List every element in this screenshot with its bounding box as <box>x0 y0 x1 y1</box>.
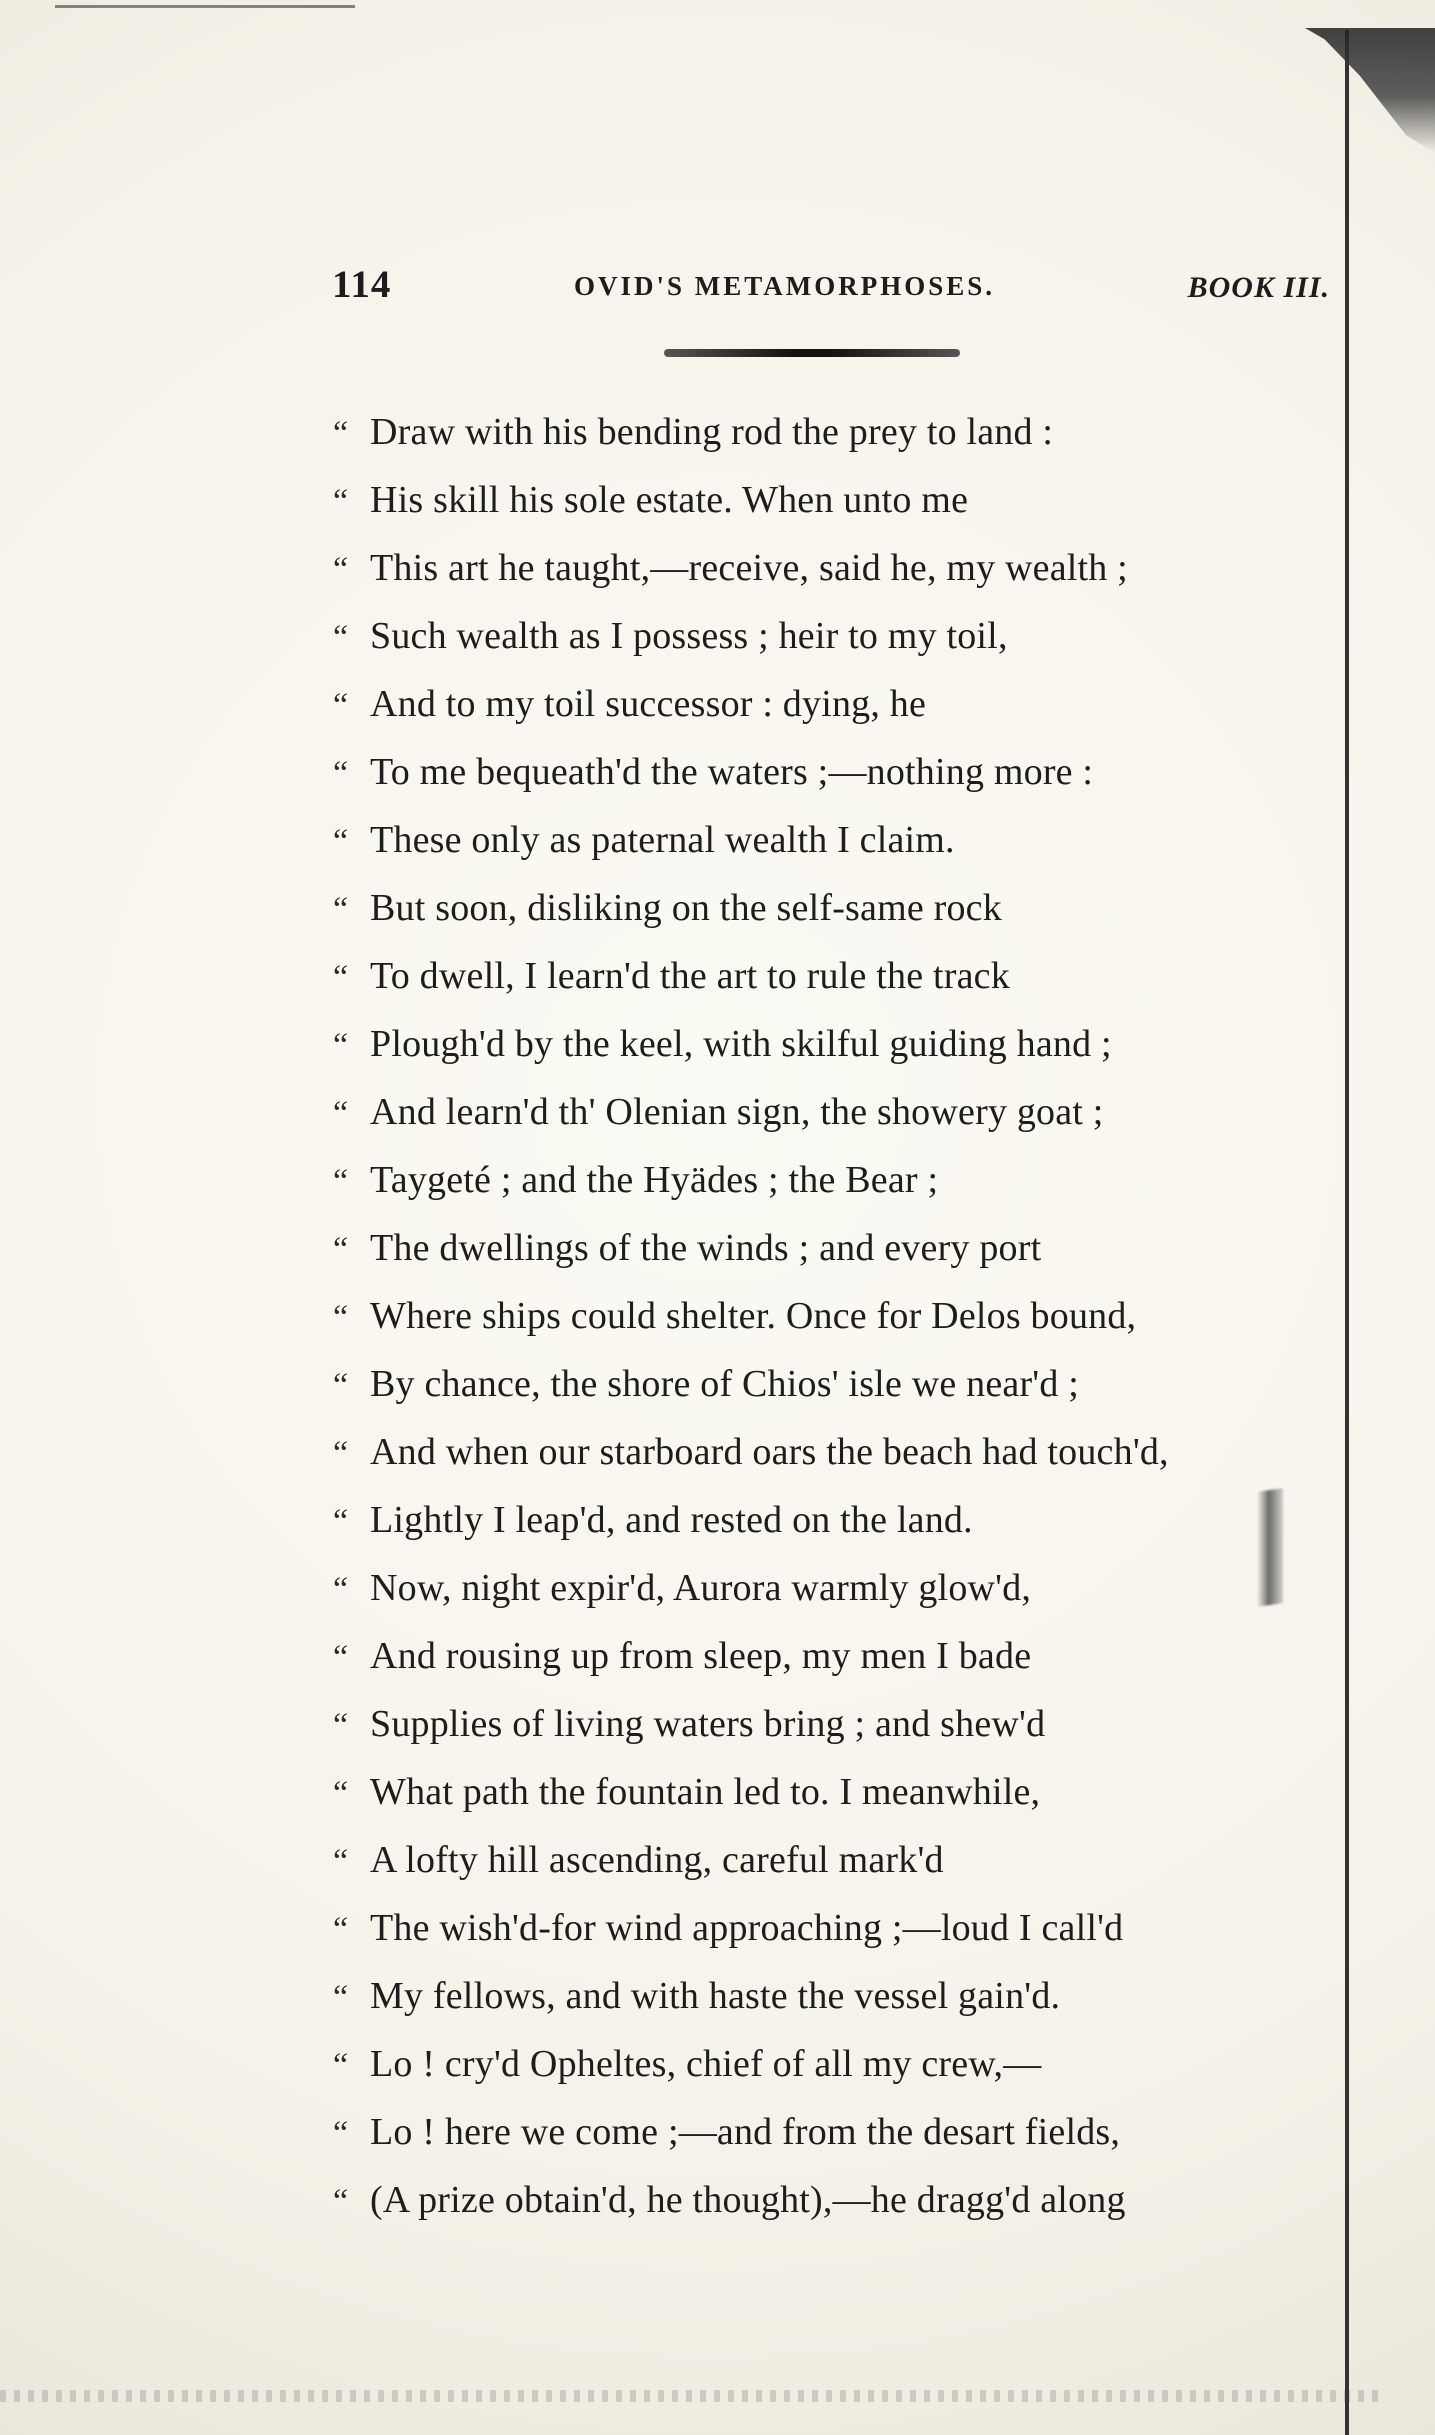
poem-line-text: By chance, the shore of Chios' isle we near'd ; <box>370 1363 1080 1405</box>
poem-line <box>333 1690 1313 1758</box>
poem-line <box>333 1010 1313 1078</box>
poem-line-text: To dwell, I learn'd the art to rule the track <box>370 955 1010 997</box>
opening-quote-mark: “ <box>333 1843 349 1880</box>
opening-quote-mark: “ <box>333 1707 349 1744</box>
poem-line <box>333 602 1313 670</box>
page-right-edge <box>1345 30 1435 2435</box>
poem-line-text: My fellows, and with haste the vessel gain'd. <box>370 1975 1061 2017</box>
poem-line <box>333 2030 1313 2098</box>
page-number: 114 <box>332 263 392 306</box>
poem-line <box>333 1554 1313 1622</box>
opening-quote-mark: “ <box>333 2183 349 2220</box>
opening-quote-mark: “ <box>333 1095 349 1132</box>
poem-line <box>333 806 1313 874</box>
opening-quote-mark: “ <box>333 1503 349 1540</box>
ink-smudge <box>1257 1488 1283 1607</box>
poem-line <box>333 1078 1313 1146</box>
poem-line-text: The wish'd-for wind approaching ;—loud I call'd <box>370 1907 1124 1949</box>
opening-quote-mark: “ <box>333 415 349 452</box>
poem-line-text: Such wealth as I possess ; heir to my toil, <box>370 615 1008 657</box>
poem-line-text: Taygeté ; and the Hyädes ; the Bear ; <box>370 1159 939 1201</box>
poem-line-text: Plough'd by the keel, with skilful guiding hand ; <box>370 1023 1112 1065</box>
opening-quote-mark: “ <box>333 483 349 520</box>
opening-quote-mark: “ <box>333 2115 349 2152</box>
opening-quote-mark: “ <box>333 1163 349 1200</box>
opening-quote-mark: “ <box>333 959 349 996</box>
opening-quote-mark: “ <box>333 1435 349 1472</box>
poem-line <box>333 1146 1313 1214</box>
poem-line <box>333 1826 1313 1894</box>
poem-line-text: Lo ! here we come ;—and from the desart fields, <box>370 2111 1121 2153</box>
poem-line-text: And rousing up from sleep, my men I bade <box>370 1635 1032 1677</box>
poem-line <box>333 1418 1313 1486</box>
opening-quote-mark: “ <box>333 891 349 928</box>
opening-quote-mark: “ <box>333 1367 349 1404</box>
opening-quote-mark: “ <box>333 687 349 724</box>
poem-line <box>333 1962 1313 2030</box>
poem-line <box>333 1350 1313 1418</box>
poem-line <box>333 942 1313 1010</box>
poem-line <box>333 1214 1313 1282</box>
poem-line <box>333 1282 1313 1350</box>
poem-line-text: And when our starboard oars the beach had touch'd, <box>370 1431 1169 1473</box>
poem-line <box>333 1486 1313 1554</box>
poem-line-text: To me bequeath'd the waters ;—nothing more : <box>370 751 1094 793</box>
poem-line <box>333 466 1313 534</box>
poem-line-text: These only as paternal wealth I claim. <box>370 819 955 861</box>
opening-quote-mark: “ <box>333 2047 349 2084</box>
poem-line <box>333 1894 1313 1962</box>
poem-line <box>333 874 1313 942</box>
poem-line-text: What path the fountain led to. I meanwhile, <box>370 1771 1041 1813</box>
opening-quote-mark: “ <box>333 1979 349 2016</box>
poem-line <box>333 1758 1313 1826</box>
opening-quote-mark: “ <box>333 1775 349 1812</box>
header-rule <box>664 349 960 357</box>
top-scan-rule <box>55 5 355 8</box>
poem-line <box>333 534 1313 602</box>
poem-line-text: And to my toil successor : dying, he <box>370 683 927 725</box>
poem-line <box>333 738 1313 806</box>
poem-line-text: Lo ! cry'd Opheltes, chief of all my crew,— <box>370 2043 1042 2085</box>
poem-line-text: But soon, disliking on the self-same rock <box>370 887 1002 929</box>
opening-quote-mark: “ <box>333 823 349 860</box>
poem-line-text: (A prize obtain'd, he thought),—he dragg'd along <box>370 2179 1126 2221</box>
running-title: OVID'S METAMORPHOSES. <box>574 271 996 301</box>
poem-line-text: Where ships could shelter. Once for Delos bound, <box>370 1295 1137 1337</box>
page-header <box>332 262 1352 322</box>
poem-line-text: This art he taught,—receive, said he, my wealth ; <box>370 547 1128 589</box>
poem-line <box>333 2098 1313 2166</box>
poem-line-text: The dwellings of the winds ; and every port <box>370 1227 1042 1269</box>
poem-line-text: And learn'd th' Olenian sign, the showery goat ; <box>370 1091 1104 1133</box>
poem-text <box>333 398 1313 2234</box>
book-label: BOOK III. <box>1187 271 1330 304</box>
poem-line <box>333 1622 1313 1690</box>
opening-quote-mark: “ <box>333 1299 349 1336</box>
opening-quote-mark: “ <box>333 619 349 656</box>
opening-quote-mark: “ <box>333 755 349 792</box>
poem-line-text: Lightly I leap'd, and rested on the land. <box>370 1499 973 1541</box>
opening-quote-mark: “ <box>333 1571 349 1608</box>
poem-line-text: His skill his sole estate. When unto me <box>370 479 969 521</box>
opening-quote-mark: “ <box>333 1027 349 1064</box>
opening-quote-mark: “ <box>333 551 349 588</box>
opening-quote-mark: “ <box>333 1639 349 1676</box>
poem-line-text: Now, night expir'd, Aurora warmly glow'd, <box>370 1567 1032 1609</box>
opening-quote-mark: “ <box>333 1911 349 1948</box>
opening-quote-mark: “ <box>333 1231 349 1268</box>
footer-scan-noise <box>0 2390 1380 2402</box>
poem-line-text: Draw with his bending rod the prey to land : <box>370 411 1054 453</box>
poem-line <box>333 398 1313 466</box>
poem-line-text: A lofty hill ascending, careful mark'd <box>370 1839 944 1881</box>
poem-line <box>333 670 1313 738</box>
poem-line <box>333 2166 1313 2234</box>
poem-line-text: Supplies of living waters bring ; and shew'd <box>370 1703 1046 1745</box>
